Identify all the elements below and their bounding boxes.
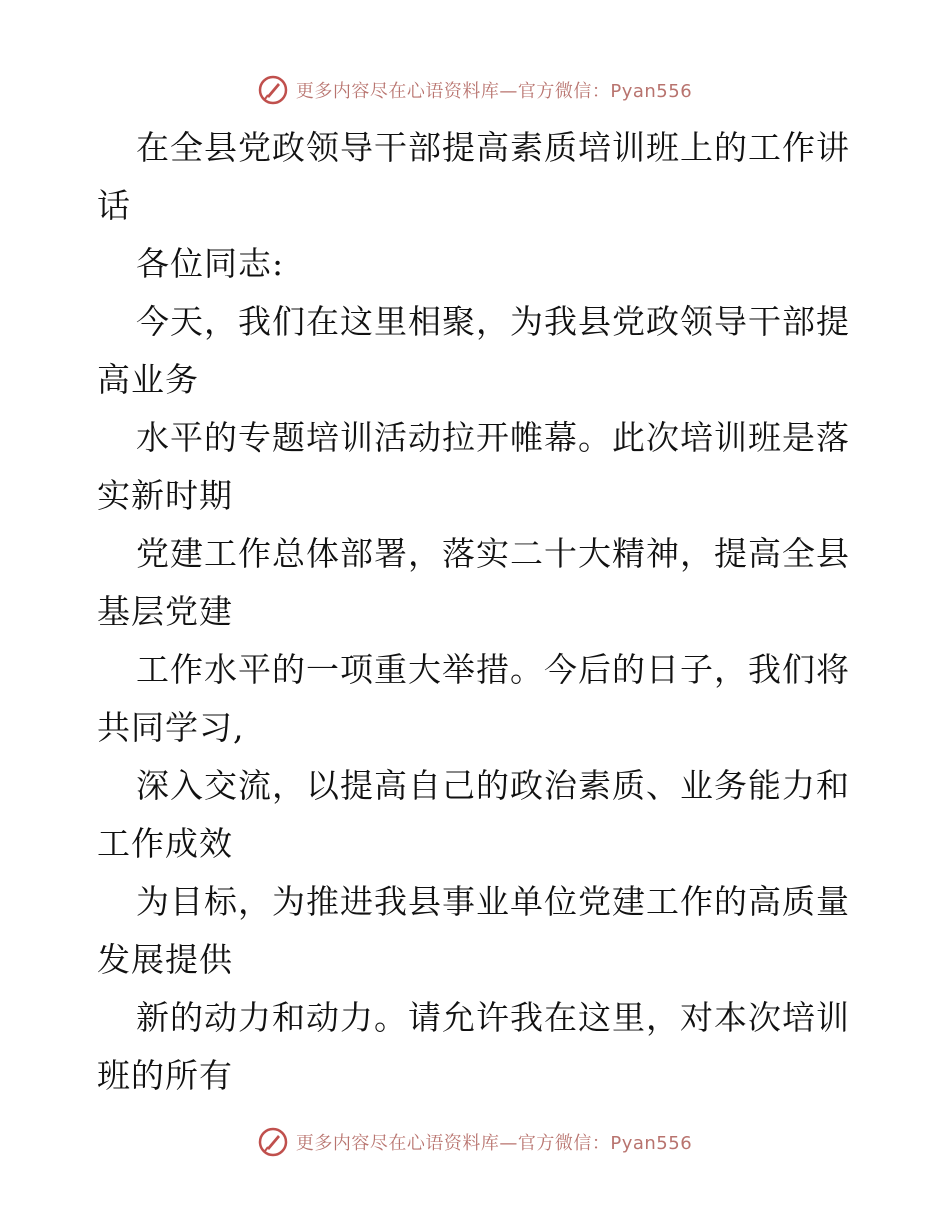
watermark-text bbox=[296, 1129, 692, 1155]
footer-watermark bbox=[0, 1124, 950, 1160]
paragraph-line: 水平的专题培训活动拉开帷幕。此次培训班是落 bbox=[136, 418, 850, 457]
paragraph-line: 今天，我们在这里相聚，为我县党政领导干部提 bbox=[136, 302, 850, 341]
salutation: 各位同志: bbox=[136, 244, 285, 283]
watermark-wechat-id: Pyan556 bbox=[610, 1133, 693, 1154]
watermark-text bbox=[296, 77, 692, 103]
paragraph-line: 基层党建 bbox=[97, 592, 233, 631]
feather-logo-icon bbox=[258, 75, 288, 105]
paragraph-line: 为目标，为推进我县事业单位党建工作的高质量 bbox=[136, 882, 850, 921]
paragraph-line: 发展提供 bbox=[97, 940, 233, 979]
feather-logo-icon bbox=[258, 1127, 288, 1157]
paragraph-line: 班的所有 bbox=[97, 1056, 233, 1095]
paragraph-line: 党建工作总体部署，落实二十大精神，提高全县 bbox=[136, 534, 850, 573]
header-watermark bbox=[0, 72, 950, 108]
paragraph-line: 工作水平的一项重大举措。今后的日子，我们将 bbox=[136, 650, 850, 689]
watermark-main: 更多内容尽在心语资料库—官方微信： bbox=[295, 81, 611, 102]
title-line-1: 在全县党政领导干部提高素质培训班上的工作讲 bbox=[136, 128, 850, 167]
watermark-wechat-id: Pyan556 bbox=[610, 81, 693, 102]
paragraph-line: 新的动力和动力。请允许我在这里，对本次培训 bbox=[136, 998, 850, 1037]
title-line-2: 话 bbox=[97, 186, 131, 225]
paragraph-line: 实新时期 bbox=[97, 476, 233, 515]
paragraph-line: 共同学习, bbox=[97, 708, 245, 747]
paragraph-line: 深入交流，以提高自己的政治素质、业务能力和 bbox=[136, 766, 850, 805]
watermark-main: 更多内容尽在心语资料库—官方微信： bbox=[295, 1133, 611, 1154]
paragraph-line: 高业务 bbox=[97, 360, 199, 399]
paragraph-line: 工作成效 bbox=[97, 824, 233, 863]
